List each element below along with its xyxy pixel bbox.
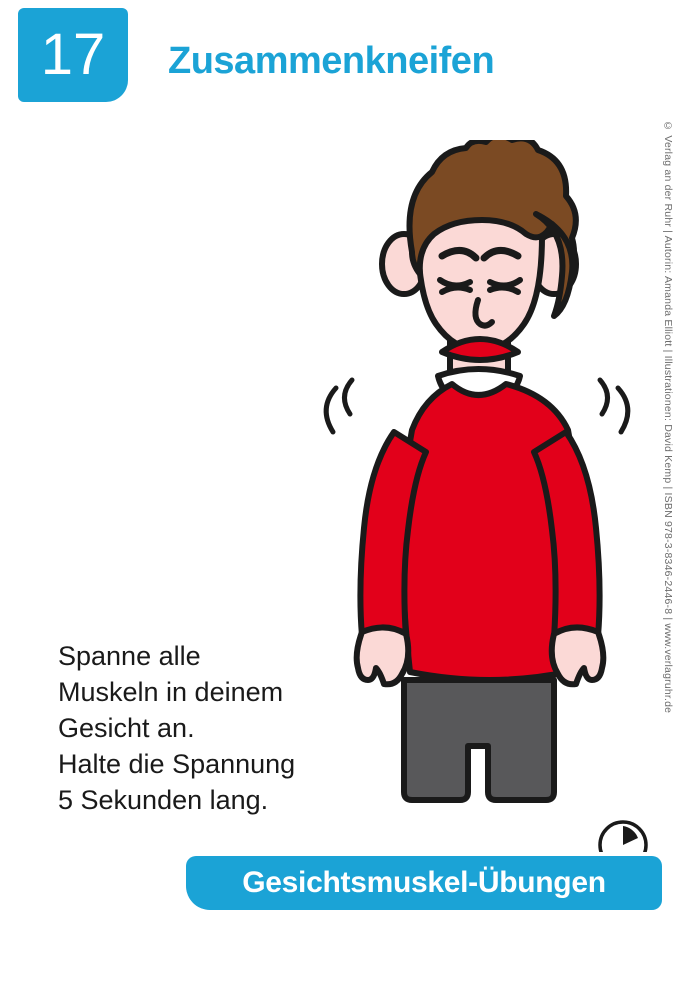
instruction-line-3: Gesicht an. — [58, 713, 195, 743]
page-title: Zusammenkneifen — [168, 40, 495, 82]
card-number-badge — [18, 8, 128, 102]
footer-category-banner — [186, 856, 662, 910]
instruction-text — [58, 638, 388, 818]
footer-category-label: Gesichtsmuskel-Übungen — [242, 866, 606, 899]
instruction-line-2: Muskeln in deinem — [58, 677, 284, 707]
publisher-credit: © Verlag an der Ruhr | Autorin: Amanda Elliott | Illustrationen: David Kemp | ISBN 978-3-8346-2446-8 | www.verlagruhr.de — [662, 120, 674, 714]
card-number: 17 — [40, 22, 106, 87]
instruction-line-4: Halte die Spannung — [58, 749, 296, 779]
instruction-line-5: 5 Sekunden lang. — [58, 785, 269, 815]
instruction-line-1: Spanne alle — [58, 641, 201, 671]
